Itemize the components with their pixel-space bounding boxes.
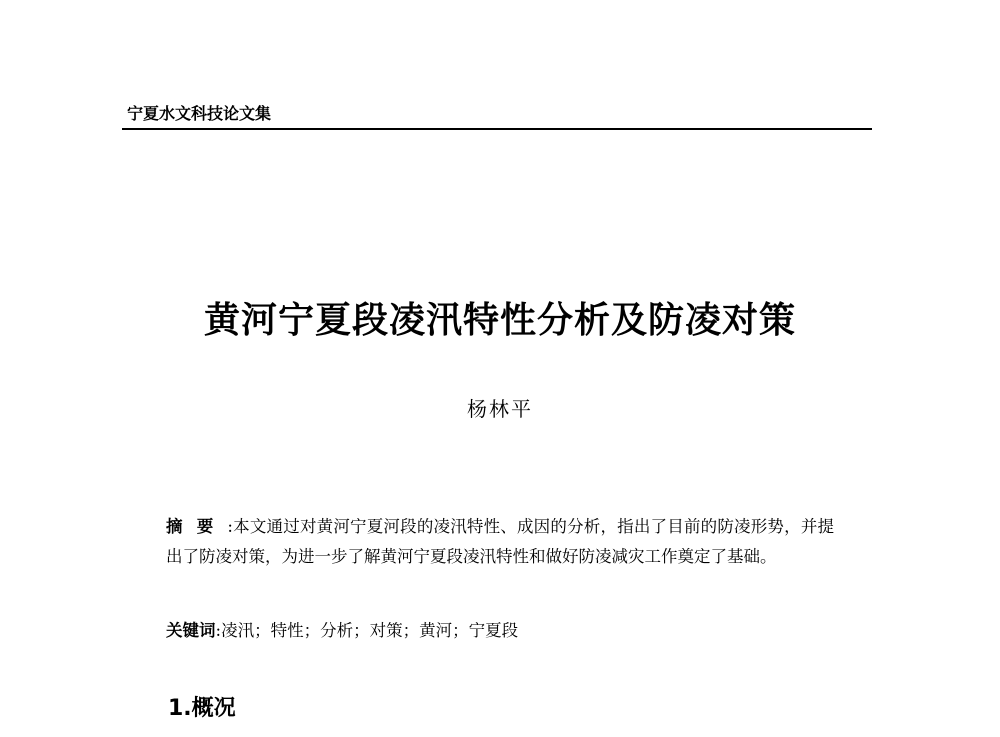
header-rule — [122, 128, 872, 130]
abstract-text: 本文通过对黄河宁夏河段的凌汛特性、成因的分析，指出了目前的防凌形势，并提出了防凌对策，为进一步了解黄河宁夏段凌汛特性和做好防凌减灾工作奠定了基础。 — [166, 517, 835, 566]
keywords-separator: : — [215, 621, 222, 640]
keywords-text: 凌汛；特性；分析；对策；黄河；宁夏段 — [221, 621, 519, 640]
abstract-label: 摘要 — [166, 517, 228, 536]
author-name: 杨林平 — [467, 397, 533, 421]
abstract — [166, 512, 834, 572]
keywords — [166, 617, 834, 645]
running-header: 宁夏水文科技论文集 — [127, 104, 272, 123]
abstract-separator: : — [227, 517, 233, 536]
section-heading: 1.概况 — [168, 696, 236, 721]
paper-title: 黄河宁夏段凌汛特性分析及防凌对策 — [203, 299, 796, 341]
keywords-label: 关键词 — [166, 621, 216, 640]
